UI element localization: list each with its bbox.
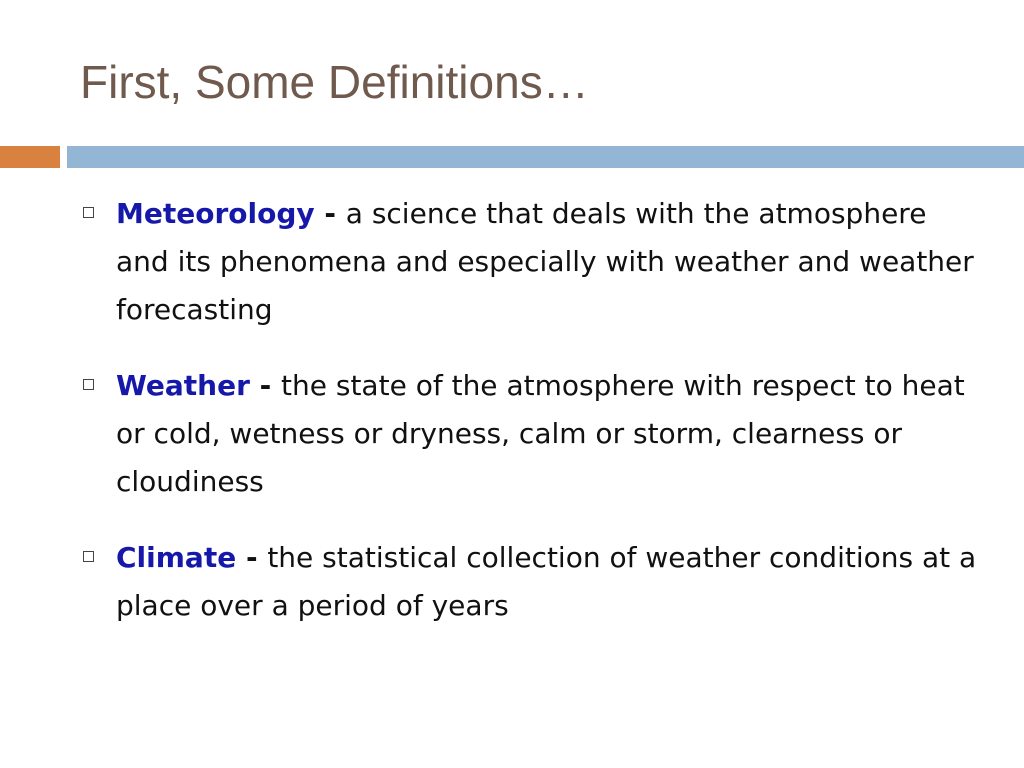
- definition-dash: -: [249, 369, 282, 402]
- definition-text: the statistical collection of weather conditions at a place over a period of years: [116, 541, 977, 622]
- definition-dash: -: [314, 197, 346, 230]
- hollow-square-icon: [83, 551, 94, 562]
- definition-text: the state of the atmosphere with respect to heat or cold, wetness or dryness, calm or storm, clearness or cloudiness: [116, 369, 965, 498]
- definition-item-climate: [78, 534, 978, 630]
- definition-list: [78, 190, 978, 658]
- definition-term: Meteorology: [116, 197, 315, 230]
- title-rule-accent: [0, 146, 60, 168]
- definition-term: Climate: [116, 541, 237, 574]
- definition-item-weather: [78, 362, 978, 506]
- definition-dash: -: [236, 541, 268, 574]
- definition-term: Weather: [116, 369, 250, 402]
- hollow-square-icon: [83, 207, 94, 218]
- slide-title: First, Some Definitions…: [80, 56, 589, 108]
- title-rule-bar: [67, 146, 1024, 168]
- definition-item-meteorology: [78, 190, 978, 334]
- hollow-square-icon: [83, 379, 94, 390]
- definition-text: a science that deals with the atmosphere and its phenomena and especially with weather and weather forecasting: [116, 197, 974, 326]
